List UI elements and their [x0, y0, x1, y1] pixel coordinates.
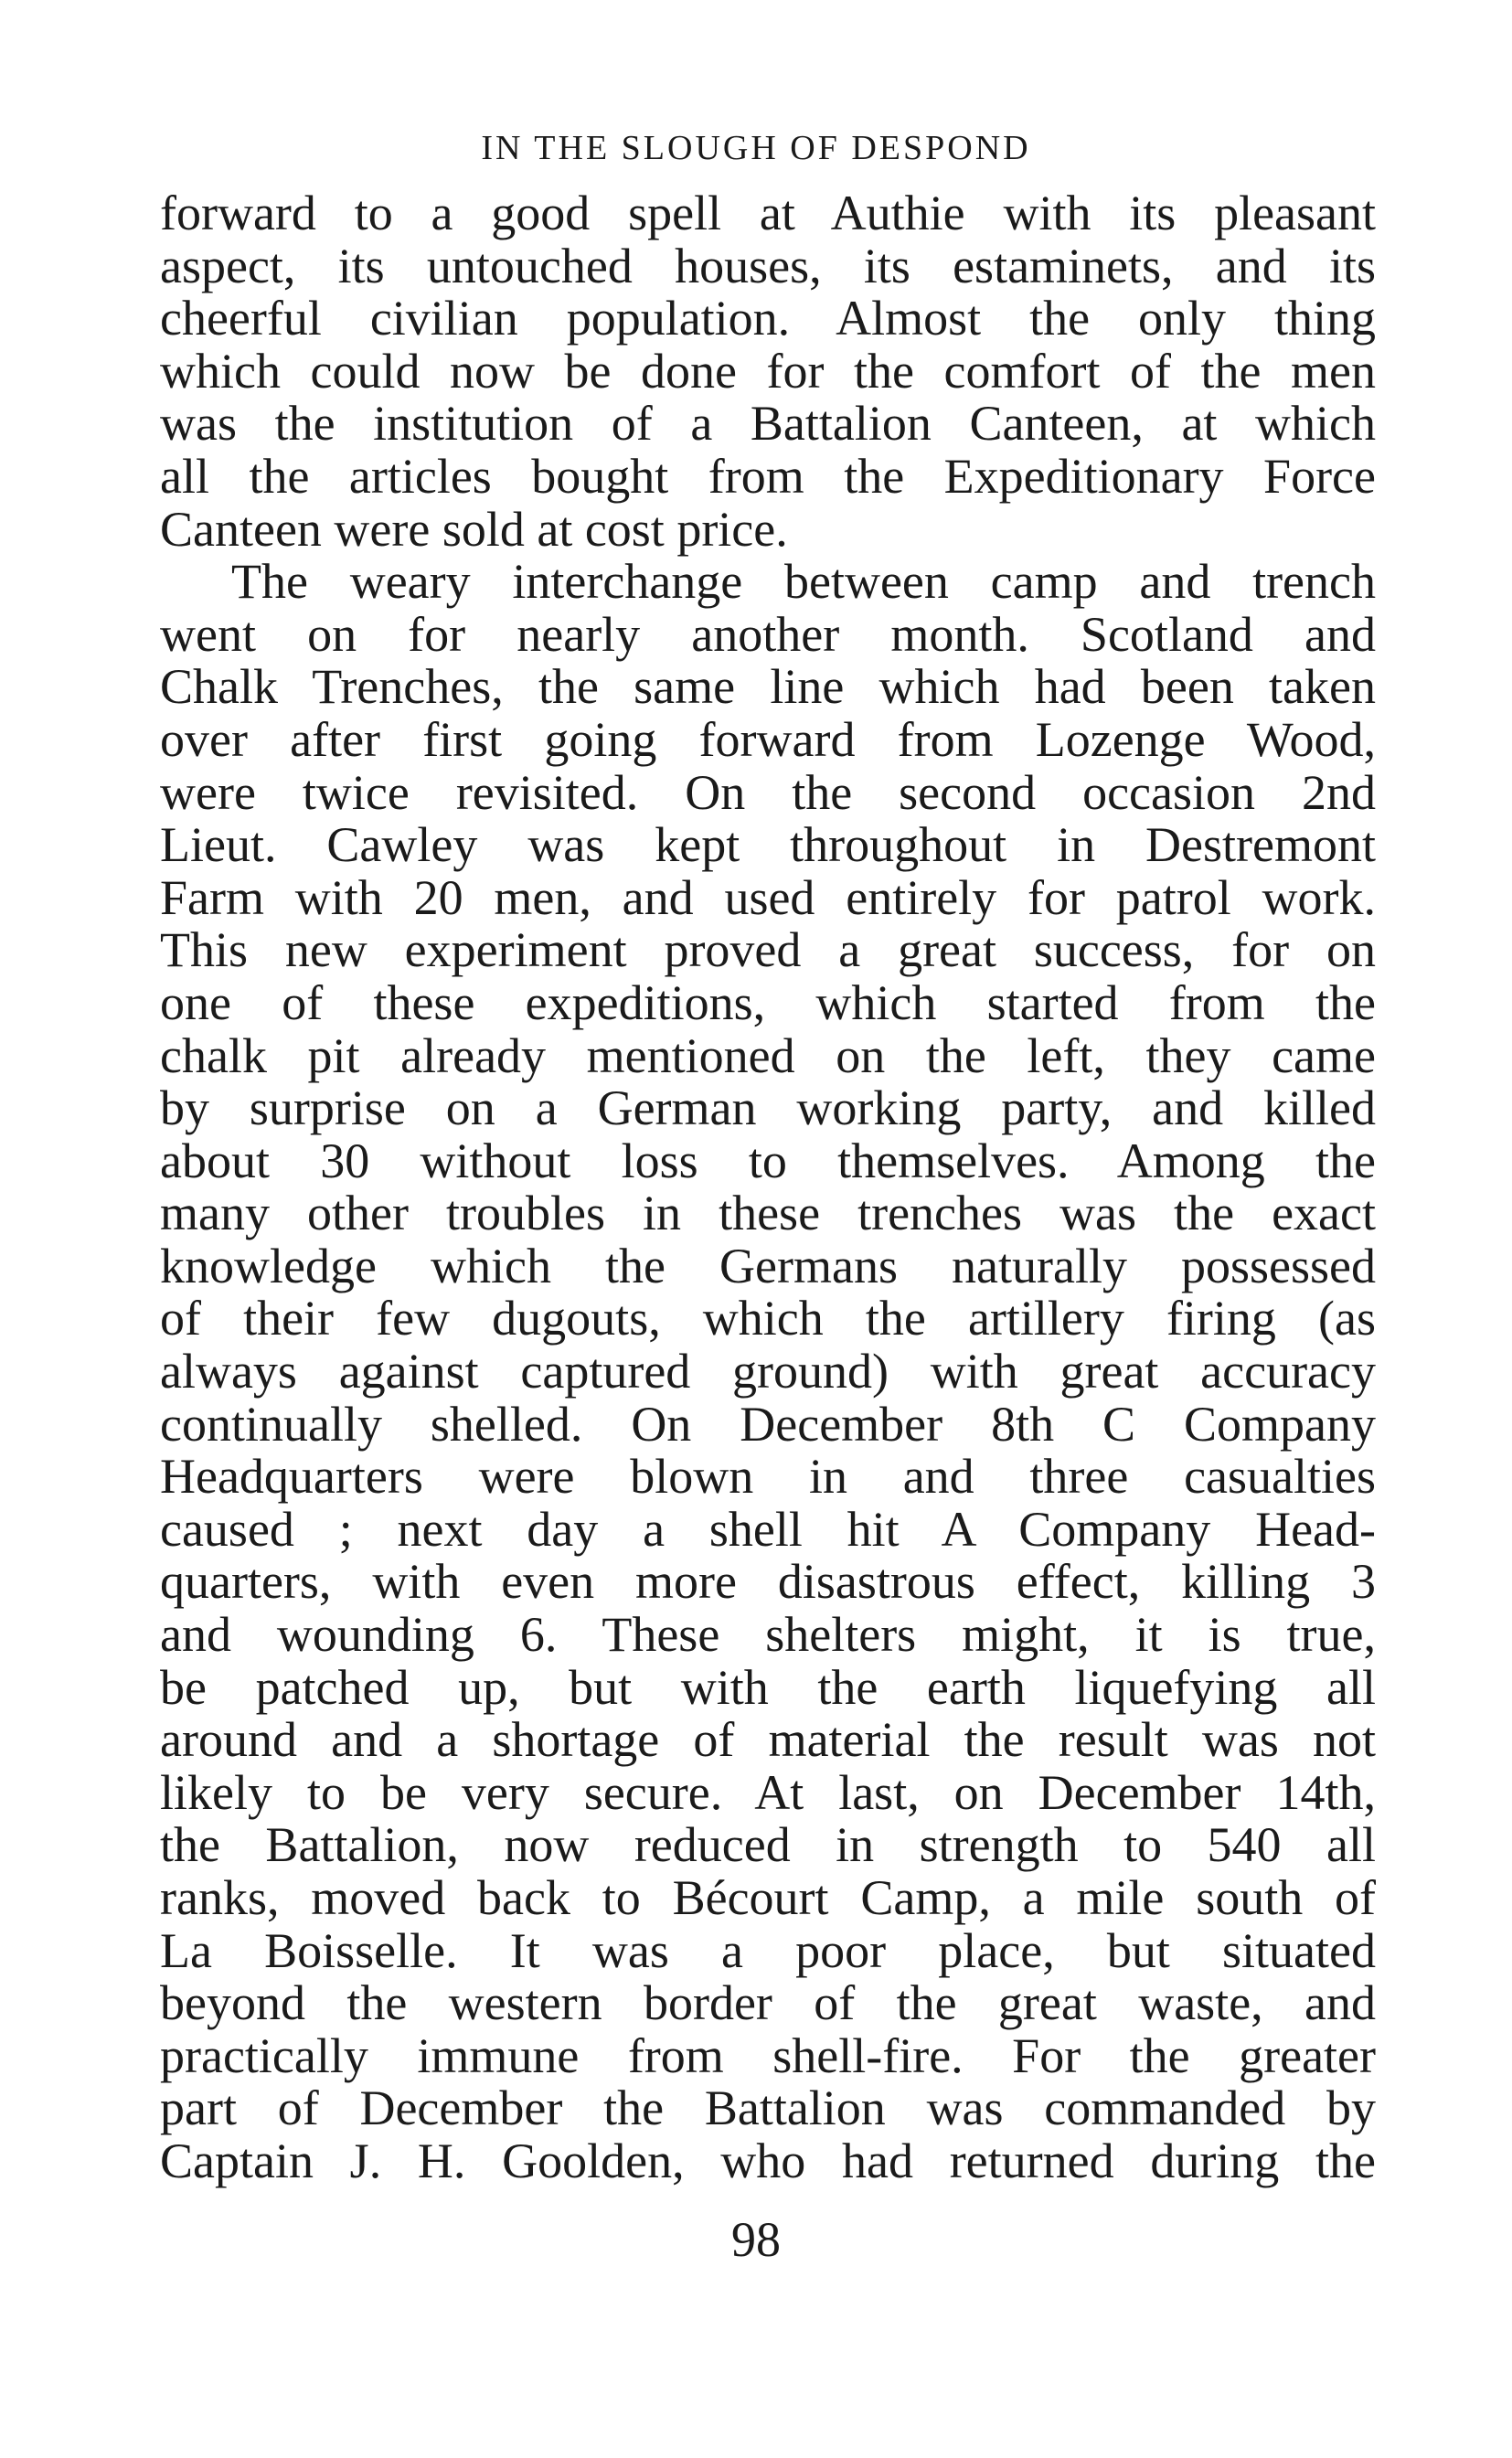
text-line: about 30 without loss to themselves. Among the — [160, 1133, 1376, 1188]
text-line: aspect, its untouched houses, its estaminets, and its — [160, 238, 1376, 293]
text-line: over after first going forward from Lozenge Wood, — [160, 711, 1376, 767]
text-line: quarters, with even more disastrous effect, killing 3 — [160, 1554, 1376, 1610]
page-number: 98 — [731, 2212, 781, 2267]
text-line: of their few dugouts, which the artillery firing (as — [160, 1291, 1376, 1346]
text-line: were twice revisited. On the second occasion 2nd — [160, 764, 1376, 820]
text-line: caused ; next day a shell hit A Company Head- — [160, 1501, 1376, 1557]
text-line: beyond the western border of the great waste, and — [160, 1975, 1376, 2031]
text-line: one of these expeditions, which started from the — [160, 974, 1376, 1030]
running-head: IN THE SLOUGH OF DESPOND — [481, 129, 1031, 167]
text-line: continually shelled. On December 8th C Company — [160, 1396, 1376, 1452]
text-line: chalk pit already mentioned on the left, they came — [160, 1027, 1376, 1083]
text-line: went on for nearly another month. Scotland and — [160, 606, 1376, 662]
text-line: forward to a good spell at Authie with its pleasant — [160, 186, 1376, 240]
text-line: part of December the Battalion was commanded by — [160, 2080, 1376, 2136]
text-line: Lieut. Cawley was kept throughout in Destremont — [160, 817, 1376, 873]
text-line: was the institution of a Battalion Canteen, at which — [160, 396, 1376, 452]
text-line: Headquarters were blown in and three casualties — [160, 1449, 1376, 1505]
text-line: which could now be done for the comfort of the men — [160, 343, 1376, 399]
text-line: the Battalion, now reduced in strength to 540 all — [160, 1817, 1376, 1873]
text-line: The weary interchange between camp and trench — [231, 554, 1376, 610]
text-line: around and a shortage of material the result was not — [160, 1712, 1376, 1768]
text-line: many other troubles in these trenches was the exact — [160, 1186, 1376, 1241]
text-line: knowledge which the Germans naturally possessed — [160, 1238, 1376, 1293]
body-text — [160, 187, 1376, 2188]
text-line: Farm with 20 men, and used entirely for patrol work. — [160, 869, 1376, 925]
text-line: cheerful civilian population. Almost the only thing — [160, 291, 1376, 346]
text-line: ranks, moved back to Bécourt Camp, a mile south of — [160, 1870, 1376, 1925]
text-line: likely to be very secure. At last, on December 14th, — [160, 1764, 1376, 1820]
text-line: Chalk Trenches, the same line which had been taken — [160, 659, 1376, 715]
text-line: by surprise on a German working party, and killed — [160, 1080, 1376, 1136]
text-line: This new experiment proved a great success, for on — [160, 922, 1376, 978]
text-line: be patched up, but with the earth liquefying all — [160, 1659, 1376, 1715]
text-line: all the articles bought from the Expeditionary Force — [160, 448, 1376, 504]
text-line: Canteen were sold at cost price. — [160, 501, 788, 557]
text-line: Captain J. H. Goolden, who had returned during the — [160, 2133, 1376, 2188]
text-line: and wounding 6. These shelters might, it is true, — [160, 1607, 1376, 1663]
text-line: practically immune from shell-fire. For the greater — [160, 2027, 1376, 2083]
text-line: always against captured ground) with great accuracy — [160, 1344, 1376, 1399]
text-line: La Boisselle. It was a poor place, but situated — [160, 1922, 1376, 1978]
